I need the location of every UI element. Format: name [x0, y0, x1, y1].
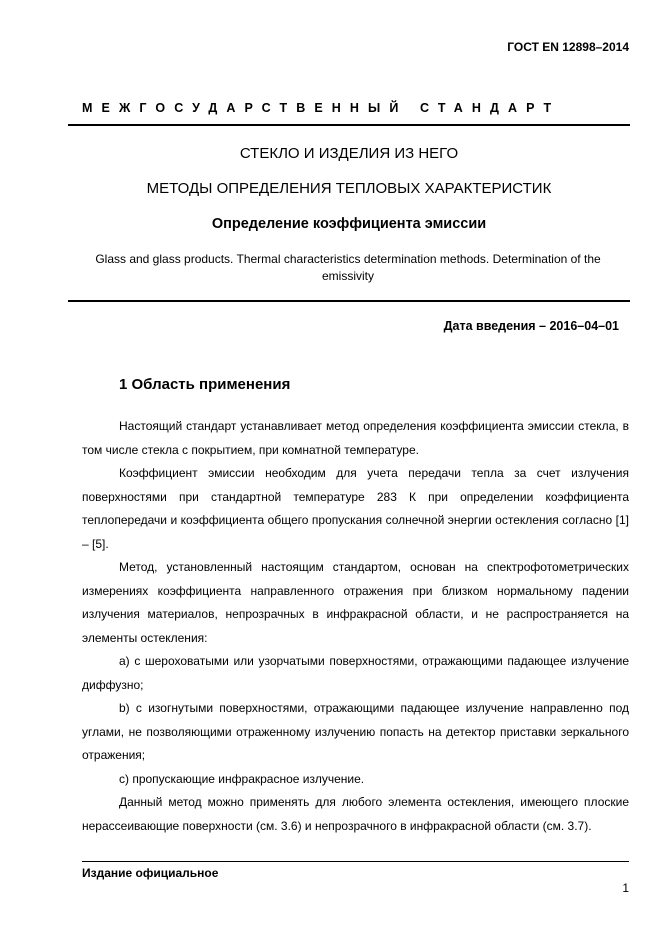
section-heading: 1 Область применения	[119, 376, 291, 393]
paragraph: Данный метод можно применять для любого элемента остекления, имеющего плоские нерассеивающие поверхности (см. 3.6) и непрозрачного в инфракрасной области (см. 3.7).	[82, 795, 629, 833]
english-title: Glass and glass products. Thermal characteristics determination methods. Determination of the emissivity	[95, 252, 601, 283]
document-code: ГОСТ EN 12898–2014	[507, 40, 629, 54]
title-line-1: СТЕКЛО И ИЗДЕЛИЯ ИЗ НЕГО	[239, 145, 459, 162]
introduction-date: Дата введения – 2016–04–01	[443, 319, 619, 333]
page-number: 1	[622, 881, 629, 895]
title-line-2: МЕТОДЫ ОПРЕДЕЛЕНИЯ ТЕПЛОВЫХ ХАРАКТЕРИСТИК	[146, 180, 552, 197]
paragraph: Настоящий стандарт устанавливает метод определения коэффициента эмиссии стекла, в том числе стекла с покрытием, при комнатной температуре.	[82, 419, 629, 457]
list-item: а) с шероховатыми или узорчатыми поверхностями, отражающими падающее излучение диффузно;	[82, 654, 629, 692]
footer-divider	[82, 861, 629, 862]
list-item: c) пропускающие инфракрасное излучение.	[119, 771, 365, 786]
list-item: b) с изогнутыми поверхностями, отражающими падающее излучение направленно под углами, не позволяющими отраженному излучению попасть на детектор приставки зеркального отражения;	[82, 701, 629, 762]
divider-top	[68, 124, 630, 126]
section-body	[82, 415, 629, 838]
title-line-3: Определение коэффициента эмиссии	[211, 216, 487, 232]
standard-banner: МЕЖГОСУДАРСТВЕННЫЙ СТАНДАРТ	[82, 101, 561, 115]
paragraph: Коэффициент эмиссии необходим для учета передачи тепла за счет излучения поверхностями при стандартной температуре 283 К при определении коэффициента теплопередачи и коэффициента общего пропускания солнечной энергии остекления согласно [1] – [5].	[82, 466, 629, 551]
paragraph: Метод, установленный настоящим стандартом, основан на спектрофотометрических измерениях коэффициента направленного отражения при близком нормальному падении излучения материалов, непрозрачных в инфракрасной области, и не распространяется на элементы остекления:	[82, 560, 629, 645]
edition-label: Издание официальное	[82, 866, 219, 880]
divider-mid	[68, 300, 630, 302]
